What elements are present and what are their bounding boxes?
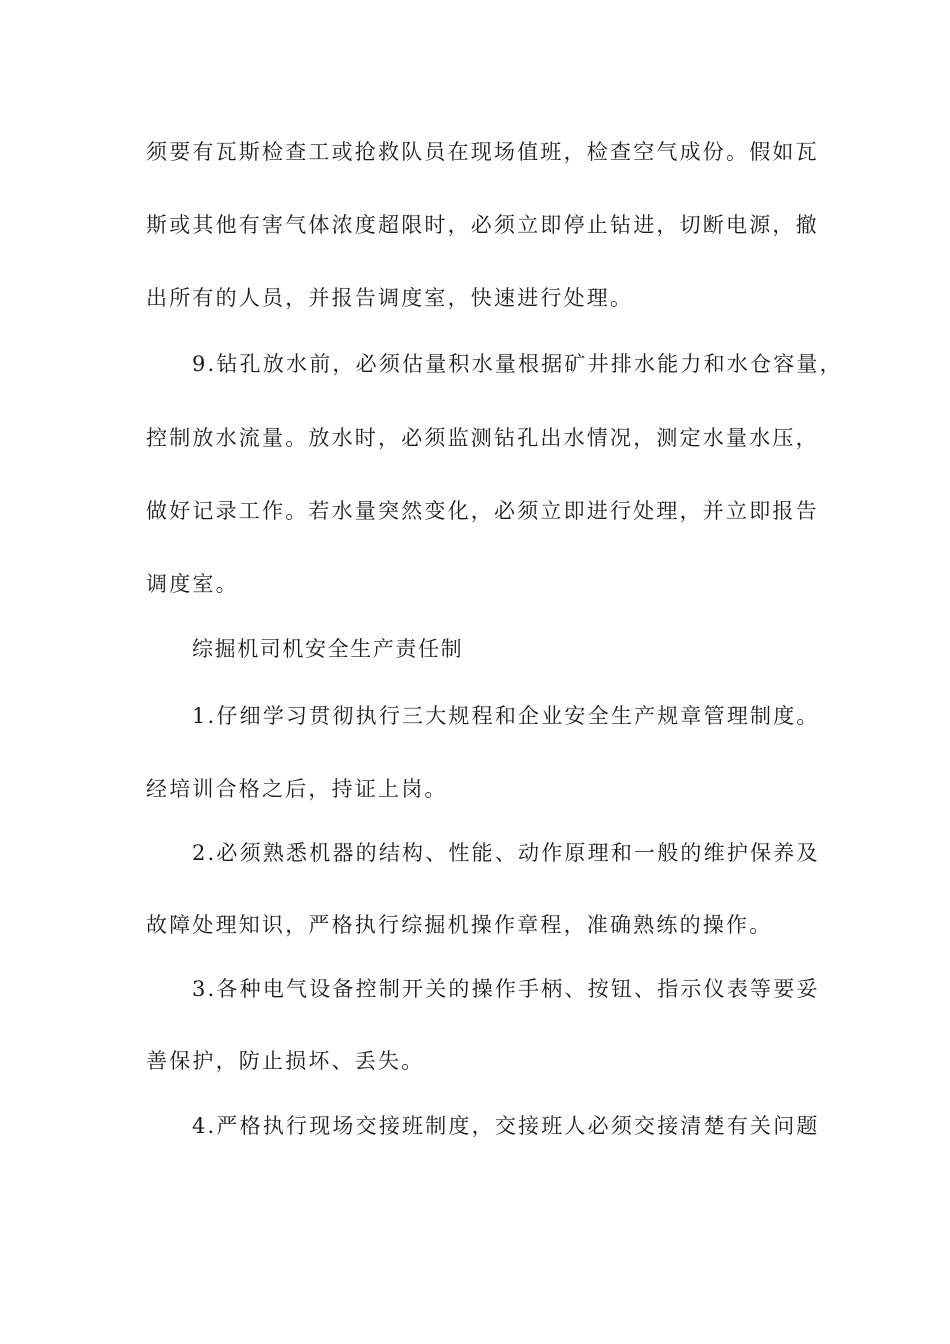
text-line: 善保护，防止损坏、丢失。 bbox=[146, 1049, 425, 1073]
text-line: 控制放水流量。放水时，必须监测钻孔出水情况，测定水量水压， bbox=[146, 426, 819, 450]
paragraph-start-line: 4.严格执行现场交接班制度，交接班人必须交接清楚有关问题 bbox=[192, 1114, 820, 1138]
section-heading: 综掘机司机安全生产责任制 bbox=[192, 637, 464, 661]
paragraph-start-line: 9.钻孔放水前，必须估量积水量根据矿井排水能力和水仓容量， bbox=[192, 352, 843, 376]
paragraph-start-line: 1.仔细学习贯彻执行三大规程和企业安全生产规章管理制度。 bbox=[192, 704, 820, 728]
text-line: 故障处理知识，严格执行综掘机操作章程，准确熟练的操作。 bbox=[146, 913, 773, 937]
text-line: 斯或其他有害气体浓度超限时，必须立即停止钻进，切断电源，撤 bbox=[146, 213, 819, 237]
text-line: 出所有的人员，并报告调度室，快速进行处理。 bbox=[146, 286, 634, 310]
text-line: 调度室。 bbox=[146, 572, 239, 596]
text-line: 做好记录工作。若水量突然变化，必须立即进行处理，并立即报告 bbox=[146, 499, 819, 523]
text-line: 须要有瓦斯检查工或抢救队员在现场值班，检查空气成份。假如瓦 bbox=[146, 140, 819, 164]
text-line: 经培训合格之后，持证上岗。 bbox=[146, 777, 448, 801]
paragraph-start-line: 3.各种电气设备控制开关的操作手柄、按钮、指示仪表等要妥 bbox=[192, 977, 820, 1001]
paragraph-start-line: 2.必须熟悉机器的结构、性能、动作原理和一般的维护保养及 bbox=[192, 841, 820, 865]
